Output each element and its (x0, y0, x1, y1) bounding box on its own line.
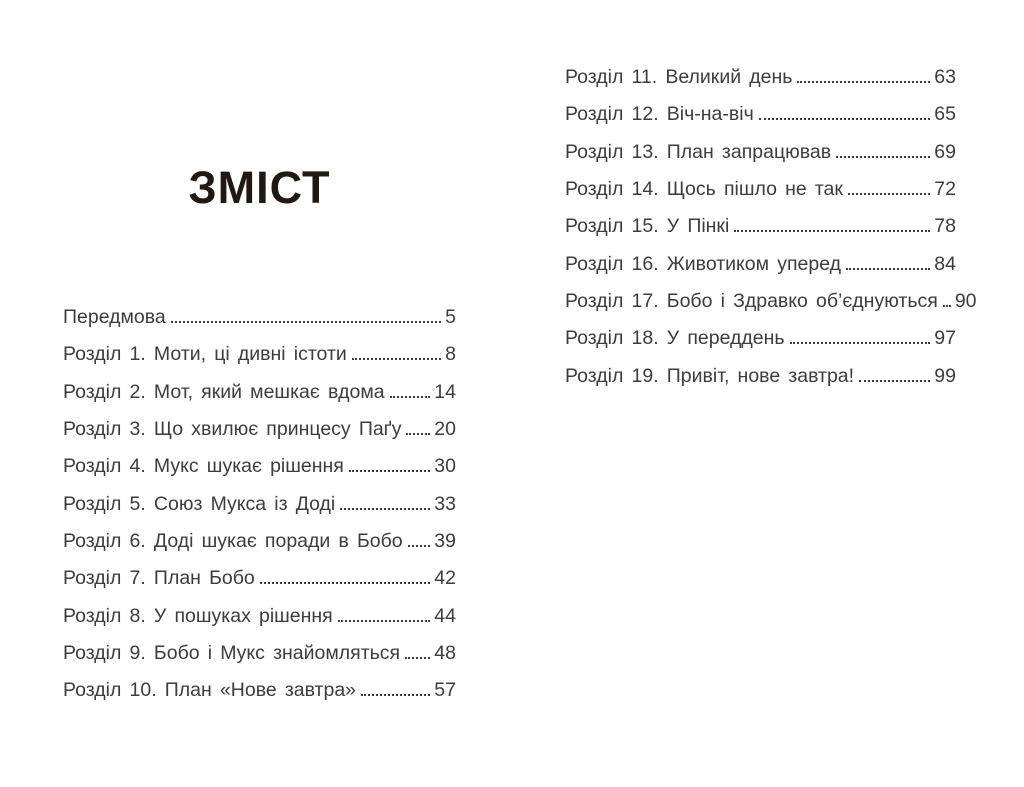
toc-entry (565, 320, 956, 357)
toc-leader-dots (848, 193, 930, 195)
toc-entry-page: 65 (934, 103, 956, 126)
toc-entry-page: 30 (434, 455, 456, 478)
toc-entry (63, 672, 456, 709)
toc-entry-page: 5 (445, 306, 456, 328)
toc-entry-page: 42 (434, 567, 456, 590)
toc-leader-dots (361, 694, 430, 696)
toc-entry-label: Розділ 11. Великий день (565, 66, 793, 88)
toc-entry-page: 69 (934, 140, 956, 163)
toc-entry (63, 523, 456, 560)
toc-entry (63, 598, 456, 635)
toc-entry (565, 246, 956, 283)
toc-entry (63, 411, 456, 448)
toc-leader-dots (349, 470, 430, 472)
toc-entry-label: Розділ 18. У переддень (565, 327, 785, 350)
toc-entry-page: 44 (434, 604, 456, 627)
toc-entry-label: Розділ 13. План запрацював (565, 140, 832, 163)
toc-entry-label: Розділ 6. Доді шукає поради в Бобо (63, 530, 403, 553)
toc-entry-label: Розділ 7. План Бобо (63, 567, 255, 590)
toc-entry (565, 59, 956, 96)
toc-leader-dots (859, 380, 930, 382)
toc-entry-page: 84 (934, 252, 956, 275)
toc-entry (63, 374, 456, 411)
toc-entry-label: Розділ 14. Щось пішло не так (565, 178, 843, 201)
toc-entry-page: 97 (934, 327, 956, 350)
toc-leader-dots (405, 657, 430, 659)
toc-leader-dots (836, 156, 930, 158)
toc-entry-label: Розділ 12. Віч-на-віч (565, 103, 754, 126)
toc-entry-page: 20 (434, 418, 456, 441)
toc-entry (565, 283, 977, 320)
toc-entry (63, 299, 456, 336)
toc-leader-dots (943, 305, 951, 307)
toc-entry (63, 336, 456, 373)
toc-entry (565, 358, 956, 395)
toc-entry-label: Розділ 1. Моти, ці дивні істоти (63, 343, 347, 366)
toc-entry-page: 90 (954, 290, 977, 313)
toc-leader-dots (260, 582, 431, 584)
toc-column-left (63, 299, 456, 710)
toc-leader-dots (846, 268, 930, 270)
toc-leader-dots (352, 358, 441, 360)
toc-entry (565, 96, 956, 133)
toc-entry-page: 14 (434, 380, 456, 403)
toc-entry-label: Розділ 19. Привіт, нове завтра! (565, 364, 855, 387)
toc-leader-dots (797, 81, 930, 83)
toc-entry-page: 72 (934, 178, 956, 201)
toc-entry-label: Розділ 4. Мукс шукає рішення (63, 455, 344, 478)
toc-entry-label: Передмова (63, 306, 166, 328)
toc-entry-page: 48 (434, 642, 456, 665)
toc-entry (565, 171, 956, 208)
toc-entry (565, 134, 956, 171)
toc-leader-dots (406, 433, 430, 435)
toc-leader-dots (338, 620, 431, 622)
toc-entry-label: Розділ 5. Союз Мукса із Доді (63, 492, 336, 515)
toc-leader-dots (734, 230, 930, 232)
toc-entry (63, 448, 456, 485)
toc-entry-label: Розділ 9. Бобо і Мукс знайомляться (63, 642, 401, 665)
toc-entry (63, 635, 456, 672)
toc-leader-dots (759, 118, 931, 120)
toc-entry-page: 99 (934, 364, 956, 387)
toc-column-right (565, 59, 977, 395)
toc-entry-page: 78 (934, 215, 956, 238)
toc-entry-label: Розділ 8. У пошуках рішення (63, 604, 333, 627)
toc-leader-dots (390, 396, 431, 398)
toc-entry-label: Розділ 2. Мот, який мешкає вдома (63, 380, 385, 403)
toc-entry-label: Розділ 3. Що хвилює принцесу Паґу (63, 418, 402, 441)
toc-entry-page: 63 (934, 66, 956, 88)
toc-entry-page: 39 (434, 530, 456, 553)
toc-entry-label: Розділ 16. Животиком уперед (565, 252, 842, 275)
toc-leader-dots (790, 342, 931, 344)
toc-entry-label: Розділ 10. План «Нове завтра» (63, 679, 357, 702)
toc-entry (63, 486, 456, 523)
toc-entry-page: 57 (434, 679, 456, 702)
toc-entry-label: Розділ 15. У Пінкі (565, 215, 730, 238)
toc-entry-page: 33 (434, 492, 456, 515)
toc-leader-dots (408, 545, 431, 547)
toc-leader-dots (340, 508, 430, 510)
toc-entry (63, 560, 456, 597)
toc-title: ЗМІСТ (188, 162, 331, 213)
toc-leader-dots (171, 321, 441, 323)
toc-entry-label: Розділ 17. Бобо і Здравко об’єднуються (565, 290, 938, 313)
toc-entry-page: 8 (445, 343, 456, 366)
toc-entry (565, 208, 956, 245)
